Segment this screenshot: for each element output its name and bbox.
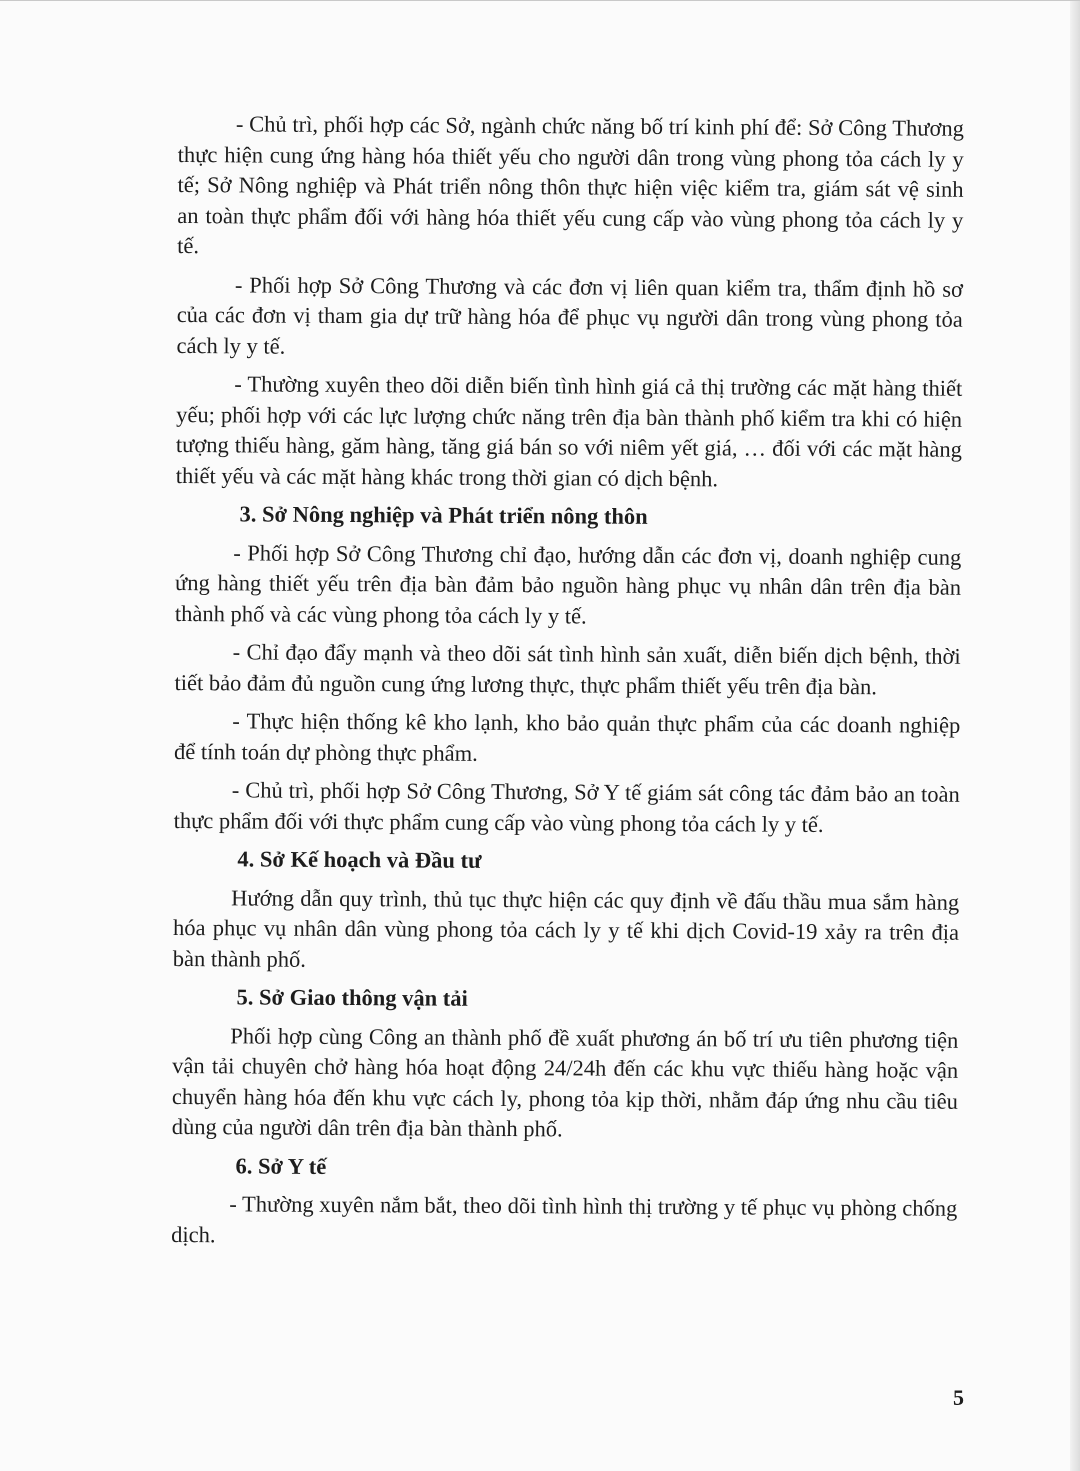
paragraph: - Phối hợp Sở Công Thương chỉ đạo, hướng dẫn các đơn vị, doanh nghiệp cung ứng hàng thiết yếu trên địa bàn đảm bảo nguồn hàng phục vụ nhân dân trên địa bàn thành phố và các vùng phong tỏa cách ly y tế.	[174, 539, 962, 629]
paragraph: - Phối hợp Sở Công Thương và các đơn vị liên quan kiểm tra, thẩm định hồ sơ của các đơn vị tham gia dự trữ hàng hóa để phục vụ người dân trong vùng phong tỏa cách ly y tế.	[176, 271, 963, 359]
paragraph: Phối hợp cùng Công an thành phố đề xuất phương án bố trí ưu tiên phương tiện vận tải chuyên chở hàng hóa hoạt động 24/24h đến các khu vực thiếu hàng hoặc vận chuyển hàng hóa đến khu vực cách ly, phong tỏa kịp thời, nhằm đáp ứng nhu cầu tiêu dùng của người dân trên địa bàn thành phố.	[171, 1022, 959, 1142]
paragraph: - Chủ trì, phối hợp Sở Công Thương, Sở Y tế giám sát công tác đảm bảo an toàn thực phẩm đối với thực phẩm cung cấp vào vùng phong tỏa cách ly y tế.	[173, 777, 960, 837]
paragraph: - Chỉ đạo đẩy mạnh và theo dõi sát tình hình sản xuất, diễn biến dịch bệnh, thời tiết bảo đảm đủ nguồn cung ứng lương thực, thực phẩm thiết yếu trên địa bàn.	[174, 639, 961, 699]
section-heading: 3. Sở Nông nghiệp và Phát triển nông thôn	[239, 501, 648, 529]
paragraph: Hướng dẫn quy trình, thủ tục thực hiện các quy định về đấu thầu mua sắm hàng hóa phục vụ nhân dân vùng phong tỏa cách ly y tế khi dịch Covid-19 xảy ra trên địa bàn thành phố.	[172, 884, 960, 972]
page-number: 5	[953, 1385, 964, 1410]
section-heading: 5. Sở Giao thông vận tải	[236, 984, 468, 1011]
document-body	[171, 109, 964, 1263]
section-heading: 4. Sở Kế hoạch và Đầu tư	[237, 846, 482, 873]
paragraph: - Chủ trì, phối hợp các Sở, ngành chức năng bố trí kinh phí để: Sở Công Thương thực hiện cung ứng hàng hóa thiết yếu cho người dân trong vùng phong tỏa cách ly y tế; Sở Nông nghiệp và Phát triển nông thôn thực hiện việc kiểm tra, giám sát vệ sinh an toàn thực phẩm đối với hàng hóa thiết yếu cung cấp vào vùng phong tỏa cách ly y tế.	[177, 111, 964, 259]
section-heading: 6. Sở Y tế	[235, 1152, 327, 1179]
paragraph: - Thực hiện thống kê kho lạnh, kho bảo quản thực phẩm của các doanh nghiệp để tính toán dự phòng thực phẩm.	[174, 708, 961, 766]
paragraph: - Thường xuyên theo dõi diễn biến tình hình giá cả thị trường các mặt hàng thiết yếu; phối hợp với các lực lượng chức năng trên địa bàn thành phố kiểm tra khi có hiện tượng thiếu hàng, găm hàng, tăng giá bán so với niêm yết giá, … đối với các mặt hàng thiết yếu và các mặt hàng khác trong thời gian có dịch bệnh.	[175, 371, 963, 491]
paragraph: - Thường xuyên nắm bắt, theo dõi tình hình thị trường y tế phục vụ phòng chống dịch.	[171, 1191, 958, 1247]
